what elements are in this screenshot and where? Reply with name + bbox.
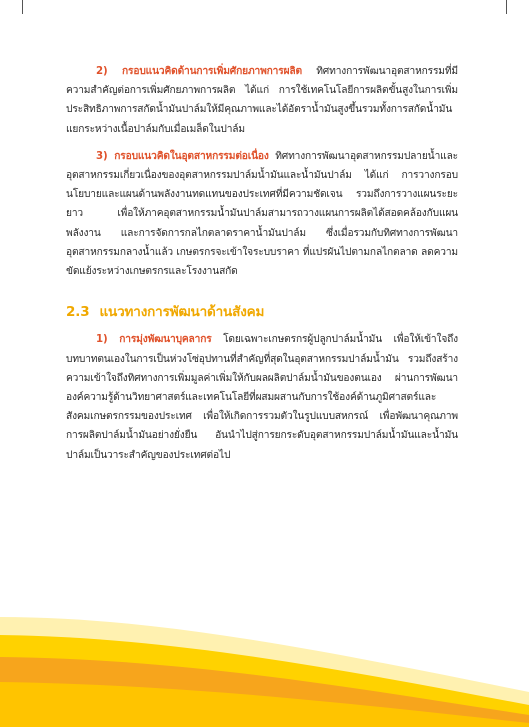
section-number: 2.3 <box>66 304 90 321</box>
section-title: แนวทางการพัฒนาด้านสังคม <box>99 304 265 321</box>
paragraph-downstream-industry <box>66 147 458 281</box>
paragraph-lead: 1) การมุ่งพัฒนาบุคลากร <box>96 334 212 346</box>
paragraph-text: โดยเฉพาะเกษตรกรผู้ปลูกปาล์มน้ำมัน เพื่อให้เข้าใจถึงบทบาทตนเองในการเป็นห่วงโซ่อุปทานที่สำคัญที่สุดในอุตสาหกรรมปาล์มน้ำมัน รวมถึงสร้างความเข้าใจถึงทิศทางการเพิ่มมูลค่าเพิ่มให้กับผลผลิตปาล์มน้ำมันของตนเอง ผ่านการพัฒนาองค์ความรู้ด้านวิทยาศาสตร์และเทคโนโลยีที่ผสมผสานกับการใช้องค์ด้านภูมิศาสตร์และสังคมเกษตรกรรมของประเทศ เพื่อให้เกิดการรวมตัวในรูปแบบสหกรณ์ เพื่อพัฒนาคุณภาพการผลิตปาล์มน้ำมันอย่างยั่งยืน อันนำไปสู่การยกระดับอุตสาหกรรมปาล์มน้ำมันและน้ำมันปาล์มเป็นวาระสำคัญของประเทศต่อไป <box>66 334 458 461</box>
paragraph-production-capacity <box>66 62 458 139</box>
crop-mark <box>506 0 507 14</box>
decorative-wave <box>0 597 529 727</box>
document-body <box>66 62 458 473</box>
paragraph-personnel-development <box>66 330 458 464</box>
paragraph-lead: 2) กรอบแนวคิดด้านการเพิ่มศักยภาพการผลิต <box>96 66 302 77</box>
paragraph-lead: 3) กรอบแนวคิดในอุตสาหกรรมต่อเนื่อง <box>96 150 269 162</box>
paragraph-text: ทิศทางการพัฒนาอุตสาหกรรมปลายน้ำและอุตสาหกรรมเกี่ยวเนื่องของอุตสาหกรรมปาล์มน้ำมันและน้ำมันปาล์ม ได้แก่ การวางกรอบนโยบายและแผนด้านพลังงานทดแทนของประเทศที่มีความชัดเจน รวมถึงการวางแผนระยะยาว เพื่อให้ภาคอุตสาหกรรมน้ำมันปาล์มสามารถวางแผนการผลิตได้สอดคล้องกับแผนพลังงาน และการจัดการกลไกตลาดราคาน้ำมันปาล์ม ซึ่งเมื่อรวมกับทิศทางการพัฒนาอุตสาหกรรมกลางน้ำแล้ว เกษตรกรจะเข้าใจระบบราคา ที่แปรผันไปตามกลไกตลาด ลดความขัดแย้งระหว่างเกษตรกรและโรงงานสกัด <box>66 150 458 278</box>
crop-mark <box>22 0 23 14</box>
section-heading <box>66 303 458 322</box>
paragraph-text: ทิศทางการพัฒนาอุตสาหกรรมที่มีความสำคัญต่อการเพิ่มศักยภาพการผลิต ได้แก่ การใช้เทคโนโลยีการผลิตขั้นสูงในการเพิ่มประสิทธิภาพการสกัดน้ำมันปาล์มให้มีคุณภาพและได้อัตราน้ำมันสูงขึ้นรวมทั้งการสกัดน้ำมันแยกระหว่างเนื้อปาล์มกับเมื่อเมล็ดในปาล์ม <box>66 66 458 135</box>
